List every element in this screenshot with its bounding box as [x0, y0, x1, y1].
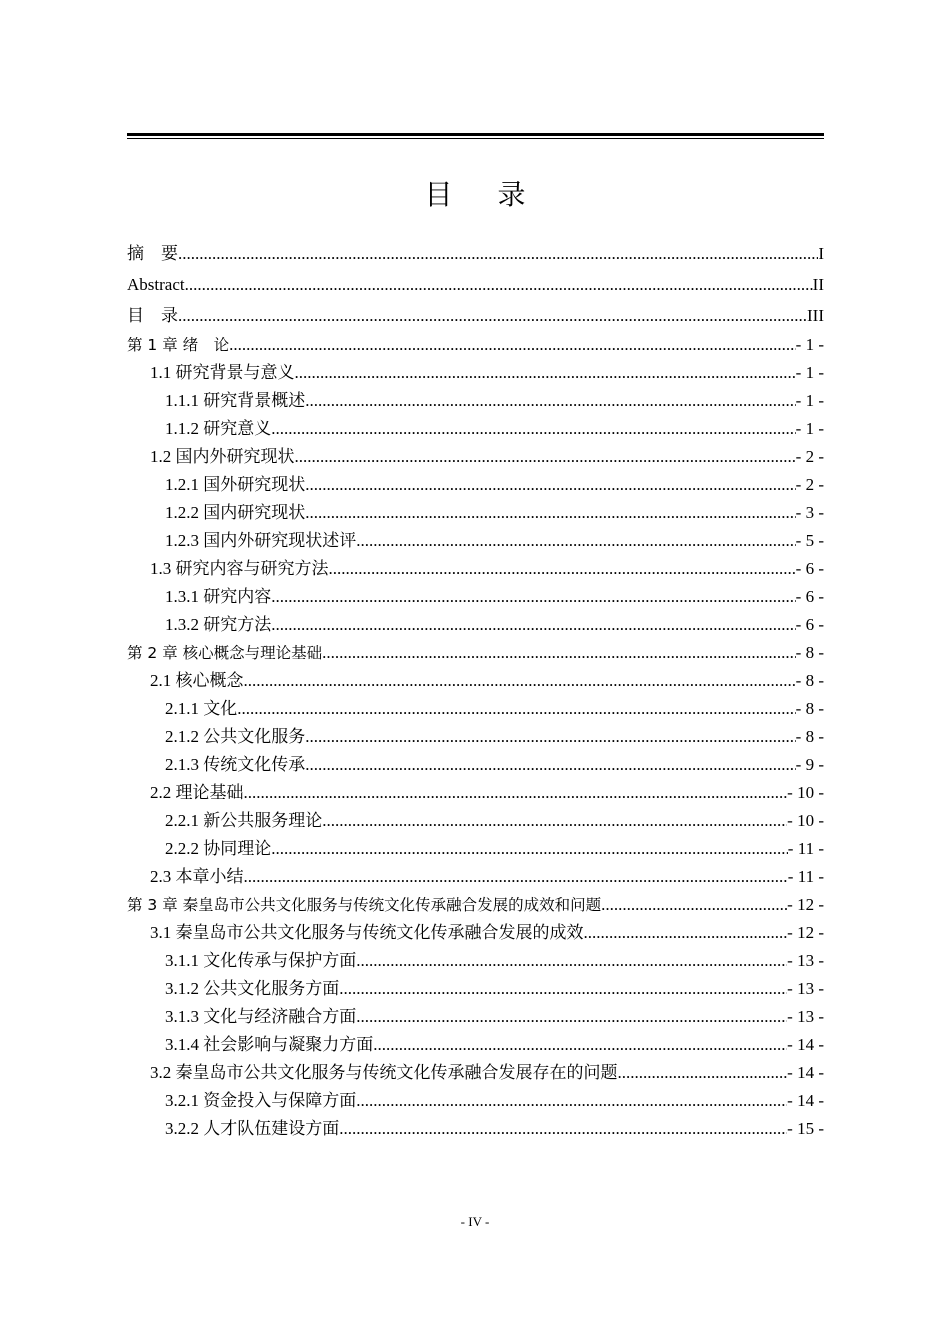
toc-entry-page: - 12 -	[787, 923, 824, 942]
toc-dot-leader	[601, 891, 787, 919]
toc-entry-label: 1.2.1 国外研究现状	[165, 475, 306, 494]
toc-dot-leader	[271, 835, 788, 863]
toc-entry[interactable]	[127, 269, 824, 300]
header-rule-thick	[127, 133, 824, 136]
toc-dot-leader	[229, 331, 796, 359]
toc-entry-page: - 13 -	[787, 1007, 824, 1026]
toc-entry-page: - 10 -	[787, 783, 824, 802]
toc-entry-label: 2.2.2 协同理论	[165, 839, 272, 858]
toc-entry[interactable]	[127, 1059, 824, 1087]
toc-entry-page: - 6 -	[795, 587, 824, 606]
toc-entry-page: - 3 -	[795, 503, 824, 522]
toc-dot-leader	[185, 269, 813, 300]
toc-entry-page: - 14 -	[787, 1063, 824, 1082]
toc-entry-page: - 13 -	[787, 979, 824, 998]
toc-entry-page: - 1 -	[795, 391, 824, 410]
toc-dot-leader	[305, 751, 795, 779]
toc-entry-label: Abstract	[127, 275, 185, 294]
toc-dot-leader	[295, 443, 796, 471]
toc-entry[interactable]	[127, 527, 824, 555]
toc-entry-label: 2.1.1 文化	[165, 699, 238, 718]
toc-entry[interactable]	[127, 639, 824, 667]
toc-entry-label: 1.3.2 研究方法	[165, 615, 272, 634]
toc-entry-label: 摘 要	[127, 244, 178, 263]
toc-entry-page: - 15 -	[787, 1119, 824, 1138]
toc-entry[interactable]	[127, 807, 824, 835]
toc-entry-label: 2.2 理论基础	[150, 783, 244, 802]
toc-entry-label: 3.1.2 公共文化服务方面	[165, 979, 340, 998]
toc-entry-label: 3.1.4 社会影响与凝聚力方面	[165, 1035, 374, 1054]
toc-entry-label: 1.1.2 研究意义	[165, 419, 272, 438]
toc-entry-page: - 8 -	[795, 699, 824, 718]
toc-entry-page: - 1 -	[795, 363, 824, 382]
toc-entry-label: 1.1 研究背景与意义	[150, 363, 295, 382]
toc-entry[interactable]	[127, 300, 824, 331]
toc-entry[interactable]	[127, 779, 824, 807]
toc-entry[interactable]	[127, 695, 824, 723]
toc-dot-leader	[618, 1059, 788, 1087]
toc-entry[interactable]	[127, 891, 824, 919]
toc-entry[interactable]	[127, 947, 824, 975]
toc-dot-leader	[271, 415, 795, 443]
toc-entry-label: 2.1.3 传统文化传承	[165, 755, 306, 774]
toc-entry-label: 3.2 秦皇岛市公共文化服务与传统文化传承融合发展存在的问题	[150, 1063, 618, 1082]
toc-entry-label: 2.3 本章小结	[150, 867, 244, 886]
toc-dot-leader	[178, 238, 818, 269]
toc-dot-leader	[244, 667, 796, 695]
toc-entry-label: 2.1.2 公共文化服务	[165, 727, 306, 746]
toc-entry-label: 第 3 章 秦皇岛市公共文化服务与传统文化传承融合发展的成效和问题	[127, 896, 602, 914]
toc-entry[interactable]	[127, 1087, 824, 1115]
toc-entry[interactable]	[127, 1031, 824, 1059]
toc-dot-leader	[329, 555, 796, 583]
toc-dot-leader	[584, 919, 788, 947]
toc-entry-page: - 11 -	[787, 839, 824, 858]
toc-dot-leader	[237, 695, 795, 723]
toc-dot-leader	[356, 947, 787, 975]
toc-dot-leader	[322, 639, 796, 667]
toc-dot-leader	[322, 807, 787, 835]
toc-entry-page: - 12 -	[787, 895, 824, 914]
toc-entry-page: - 10 -	[787, 811, 824, 830]
toc-entry-label: 1.2.2 国内研究现状	[165, 503, 306, 522]
toc-dot-leader	[356, 527, 795, 555]
toc-entry-page: III	[807, 306, 824, 325]
toc-dot-leader	[373, 1031, 787, 1059]
toc-entry-label: 1.3.1 研究内容	[165, 587, 272, 606]
toc-dot-leader	[178, 300, 807, 331]
header-rule-thin	[127, 138, 824, 139]
toc-entry[interactable]	[127, 415, 824, 443]
toc-entry[interactable]	[127, 1003, 824, 1031]
toc-entry[interactable]	[127, 919, 824, 947]
toc-entry-page: - 8 -	[795, 643, 824, 662]
toc-entry-page: - 14 -	[787, 1035, 824, 1054]
toc-entry-page: II	[812, 275, 824, 294]
toc-entry-page: - 13 -	[787, 951, 824, 970]
page-number-footer: - IV -	[460, 1214, 490, 1229]
toc-dot-leader	[356, 1003, 787, 1031]
toc-entry[interactable]	[127, 1115, 824, 1143]
toc-entry[interactable]	[127, 611, 824, 639]
toc-dot-leader	[305, 723, 795, 751]
toc-dot-leader	[305, 499, 795, 527]
toc-entry-label: 目 录	[127, 306, 178, 325]
toc-entry-label: 3.1.1 文化传承与保护方面	[165, 951, 357, 970]
toc-entry-label: 3.1 秦皇岛市公共文化服务与传统文化传承融合发展的成效	[150, 923, 584, 942]
toc-dot-leader	[271, 611, 795, 639]
toc-entry[interactable]	[127, 331, 824, 359]
toc-entry[interactable]	[127, 359, 824, 387]
toc-entry-page: - 14 -	[787, 1091, 824, 1110]
toc-dot-leader	[356, 1087, 787, 1115]
toc-dot-leader	[244, 863, 788, 891]
toc-entry-page: - 1 -	[795, 419, 824, 438]
table-of-contents	[127, 238, 824, 1143]
toc-entry-label: 3.2.2 人才队伍建设方面	[165, 1119, 340, 1138]
toc-entry-label: 1.3 研究内容与研究方法	[150, 559, 329, 578]
toc-entry-page: - 9 -	[795, 755, 824, 774]
toc-dot-leader	[305, 387, 795, 415]
toc-entry[interactable]	[127, 667, 824, 695]
toc-entry[interactable]	[127, 471, 824, 499]
toc-entry-label: 2.1 核心概念	[150, 671, 244, 690]
toc-entry[interactable]	[127, 583, 824, 611]
toc-entry-label: 第 2 章 核心概念与理论基础	[127, 644, 323, 662]
toc-entry[interactable]	[127, 835, 824, 863]
toc-entry-page: - 6 -	[795, 615, 824, 634]
toc-entry-page: - 1 -	[795, 335, 824, 354]
toc-dot-leader	[271, 583, 795, 611]
toc-entry-label: 2.2.1 新公共服务理论	[165, 811, 323, 830]
toc-dot-leader	[339, 1115, 787, 1143]
toc-entry[interactable]	[127, 863, 824, 891]
toc-entry-page: - 5 -	[795, 531, 824, 550]
toc-entry-page: - 11 -	[787, 867, 824, 886]
toc-entry-page: - 6 -	[795, 559, 824, 578]
page-title: 目 录	[424, 178, 544, 211]
toc-entry[interactable]	[127, 499, 824, 527]
toc-entry-page: - 8 -	[795, 727, 824, 746]
toc-dot-leader	[244, 779, 788, 807]
toc-entry[interactable]	[127, 238, 824, 269]
toc-dot-leader	[305, 471, 795, 499]
toc-dot-leader	[339, 975, 787, 1003]
toc-entry-label: 3.1.3 文化与经济融合方面	[165, 1007, 357, 1026]
toc-entry-page: - 2 -	[795, 475, 824, 494]
toc-entry-page: - 8 -	[795, 671, 824, 690]
toc-entry-label: 3.2.1 资金投入与保障方面	[165, 1091, 357, 1110]
toc-entry[interactable]	[127, 751, 824, 779]
toc-entry-label: 第 1 章 绪 论	[127, 336, 230, 354]
toc-entry[interactable]	[127, 723, 824, 751]
toc-entry[interactable]	[127, 555, 824, 583]
toc-entry-label: 1.1.1 研究背景概述	[165, 391, 306, 410]
toc-dot-leader	[295, 359, 796, 387]
toc-entry[interactable]	[127, 443, 824, 471]
toc-entry-page: I	[818, 244, 824, 263]
toc-entry[interactable]	[127, 975, 824, 1003]
toc-entry[interactable]	[127, 387, 824, 415]
toc-entry-page: - 2 -	[795, 447, 824, 466]
toc-entry-label: 1.2 国内外研究现状	[150, 447, 295, 466]
toc-entry-label: 1.2.3 国内外研究现状述评	[165, 531, 357, 550]
